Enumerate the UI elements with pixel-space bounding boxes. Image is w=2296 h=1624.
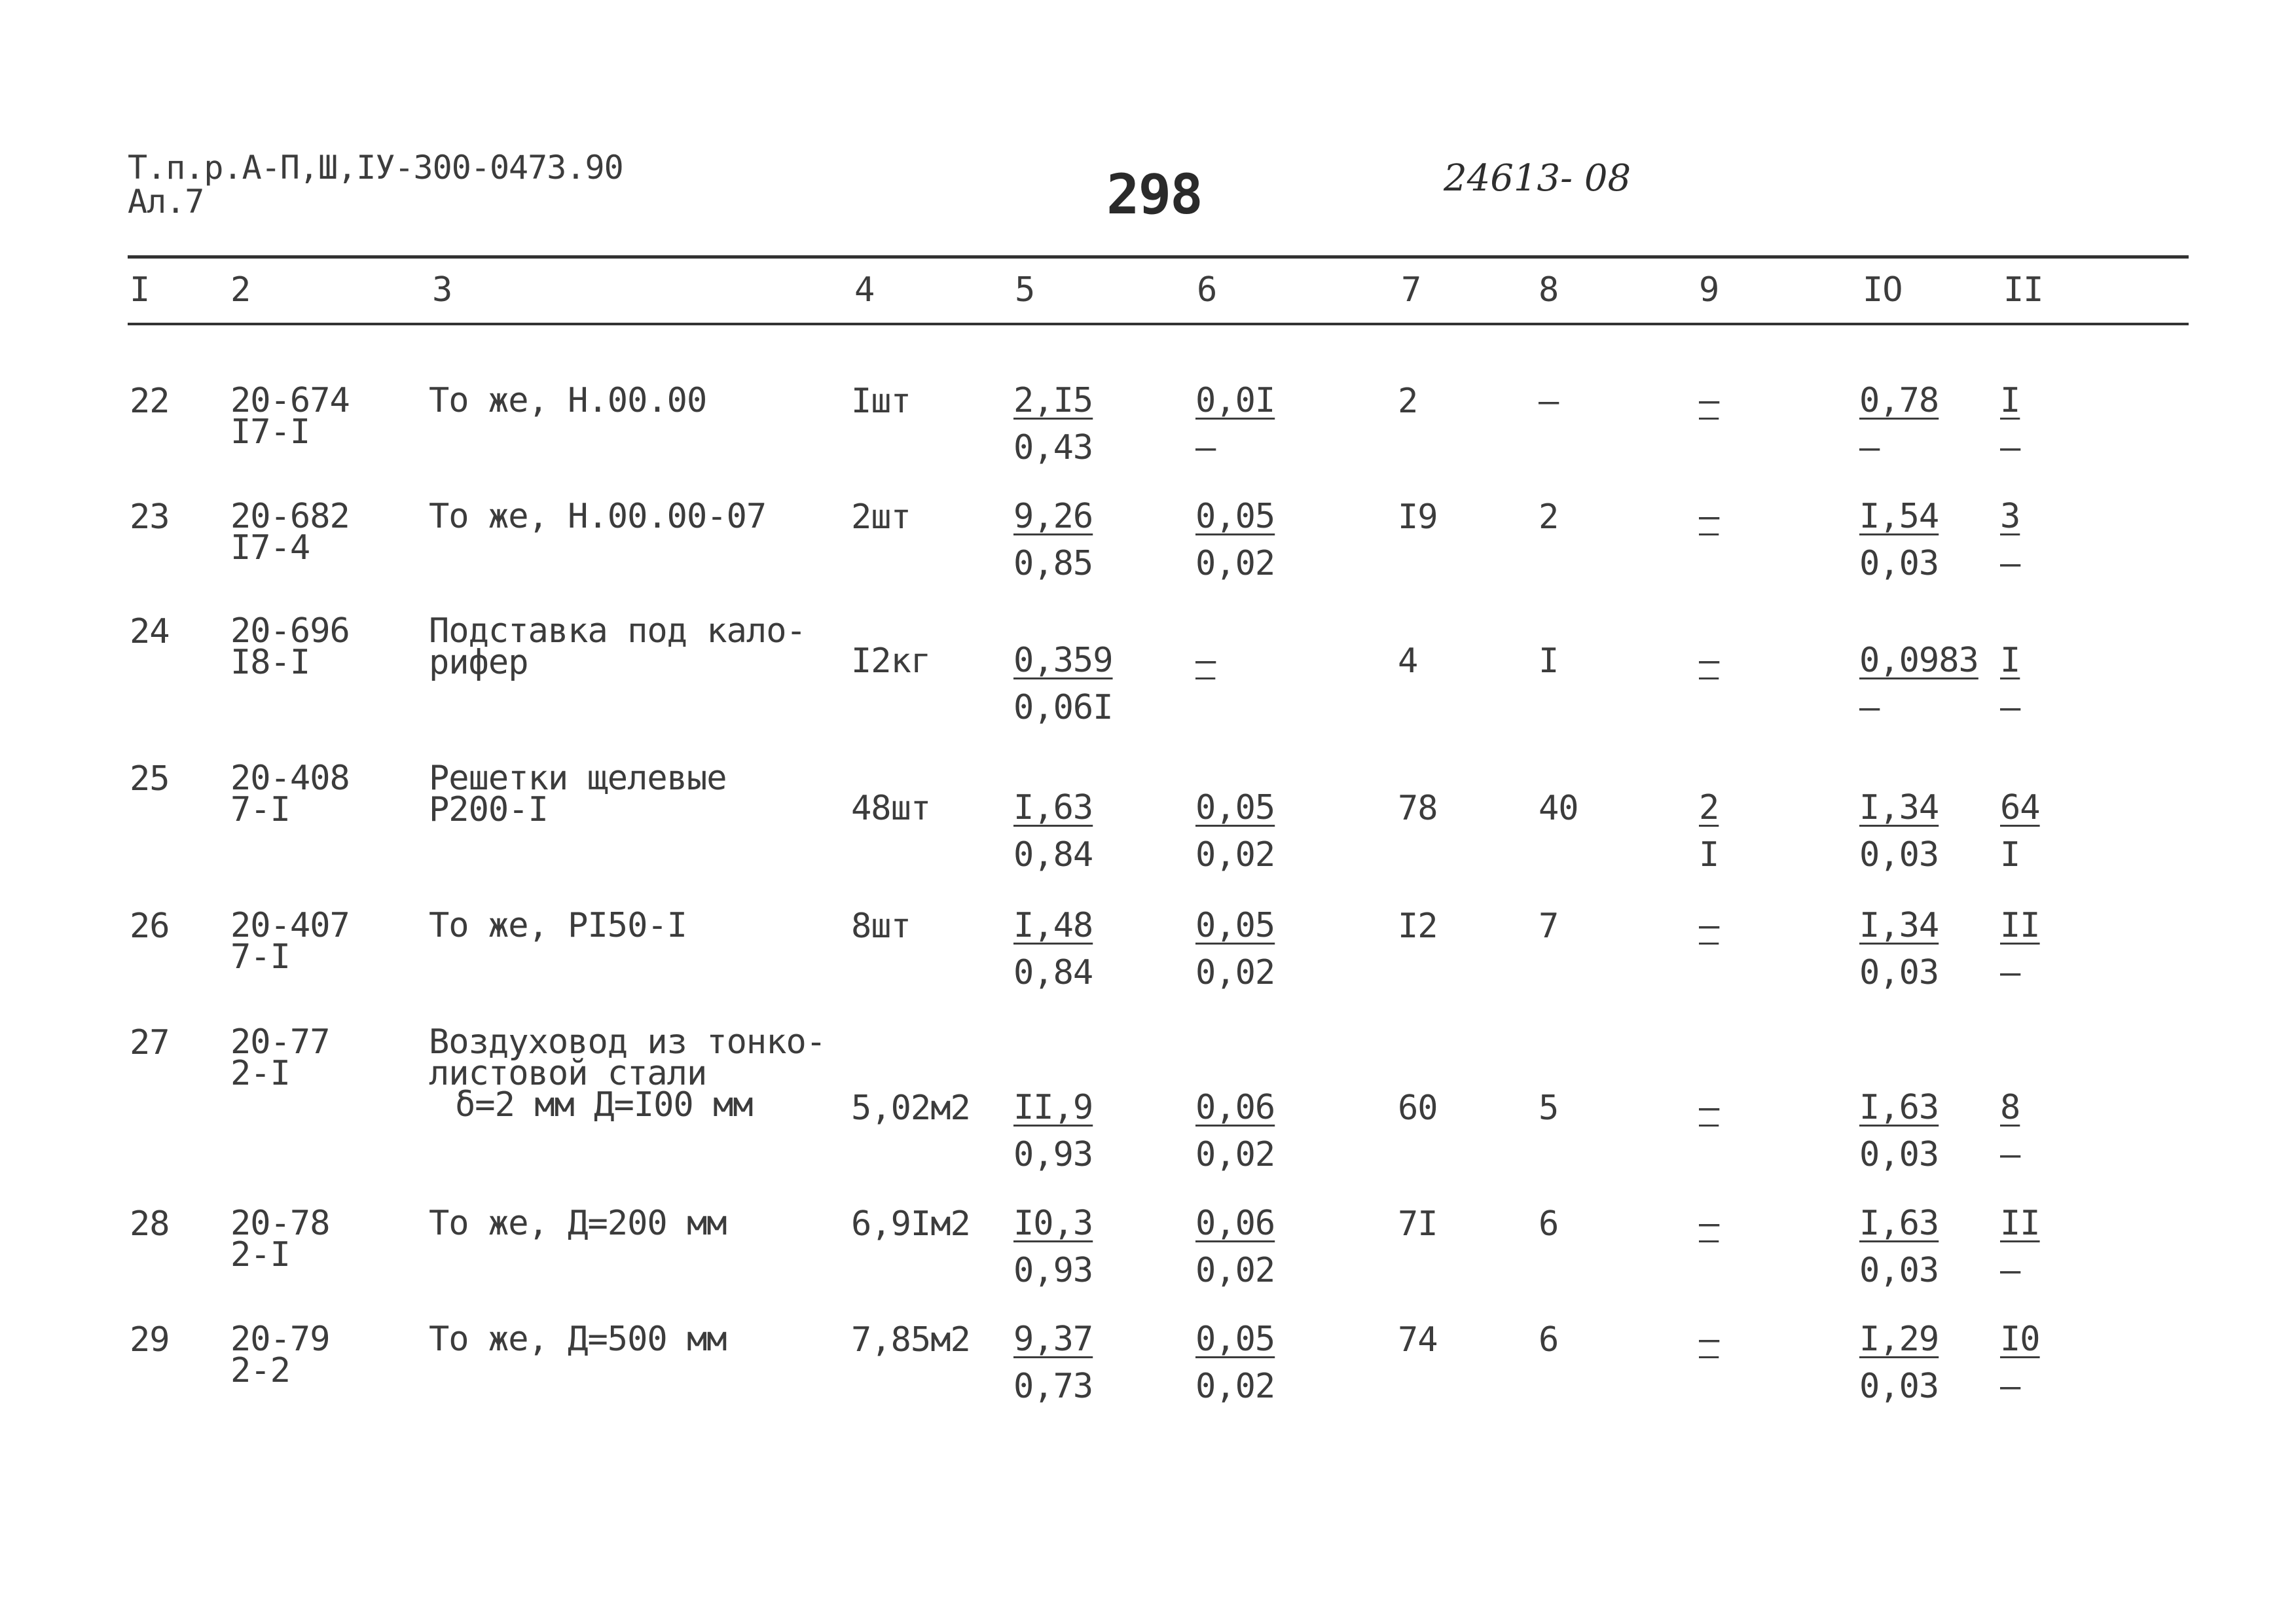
col5-value: [1013, 1316, 1093, 1410]
col5-value: [1013, 1200, 1093, 1294]
col9-value-numerator: –: [1699, 497, 1719, 536]
col9-value: [1699, 493, 1719, 540]
col6-value-numerator: 0,06: [1195, 1088, 1275, 1127]
column-header: I: [130, 270, 150, 310]
col7-value: 2: [1398, 382, 1418, 421]
col5-value-denominator: 0,84: [1013, 953, 1093, 992]
col5-value-denominator: 0,93: [1013, 1251, 1093, 1290]
item-name-line: То же, Д=500 мм: [429, 1320, 727, 1359]
col10-value: [1859, 637, 1978, 731]
norm-code-line: 20-79: [230, 1320, 330, 1359]
col11-value-denominator: –: [2000, 544, 2020, 583]
row-number: 26: [130, 907, 170, 946]
norm-code-line: 20-408: [230, 759, 350, 798]
col9-value: [1699, 1084, 1719, 1131]
col6-value: [1195, 493, 1275, 587]
col5-value-denominator: 0,06I: [1013, 688, 1113, 727]
col11-value: [2000, 493, 2020, 587]
col10-value: [1859, 1200, 1939, 1294]
col9-value-numerator: –: [1699, 1320, 1719, 1359]
row-number: 23: [130, 497, 170, 537]
col7-value: I2: [1398, 907, 1438, 946]
col11-value-numerator: I: [2000, 381, 2020, 420]
col8-value: I: [1539, 641, 1559, 681]
col11-value-denominator: –: [2000, 688, 2020, 727]
col11-value-numerator: 3: [2000, 497, 2020, 536]
column-header: IO: [1863, 270, 1903, 310]
norm-code-line: 20-674: [230, 381, 350, 420]
column-header: 6: [1197, 270, 1217, 310]
table-top-rule: [128, 255, 2189, 259]
quantity: 8шт: [851, 907, 911, 946]
col6-value: [1195, 902, 1275, 996]
norm-code-line: 20-407: [230, 906, 350, 945]
col11-value: [2000, 902, 2040, 996]
col10-value-numerator: I,29: [1859, 1320, 1939, 1359]
item-name-line: δ=2 мм Д=I00 мм: [455, 1085, 753, 1125]
quantity: 48шт: [851, 789, 931, 828]
col11-value: [2000, 784, 2040, 878]
col11-value-denominator: –: [2000, 1251, 2020, 1290]
col9-value-numerator: –: [1699, 1204, 1719, 1243]
row-number: 28: [130, 1204, 170, 1244]
col11-value-denominator: –: [2000, 428, 2020, 467]
norm-code: [230, 381, 350, 452]
col5-value-numerator: I0,3: [1013, 1204, 1093, 1243]
col6-value-numerator: 0,0I: [1195, 381, 1275, 420]
col11-value-numerator: I: [2000, 641, 2020, 680]
col6-value: [1195, 377, 1275, 471]
row-number: 24: [130, 612, 170, 651]
column-header: 8: [1539, 270, 1559, 310]
item-name: [429, 1204, 727, 1243]
col11-value-numerator: II: [2000, 1204, 2040, 1243]
col10-value: [1859, 1084, 1939, 1178]
col6-value: [1195, 1084, 1275, 1178]
table-header-rule: [128, 323, 2189, 325]
item-name-line: То же, Д=200 мм: [429, 1204, 727, 1243]
col7-value: 60: [1398, 1089, 1438, 1128]
row-number: 29: [130, 1320, 170, 1360]
col10-value-denominator: 0,03: [1859, 835, 1939, 875]
col10-value-numerator: I,34: [1859, 788, 1939, 827]
col6-value-numerator: –: [1195, 641, 1216, 680]
col11-value-numerator: II: [2000, 906, 2040, 945]
item-name-line: Воздуховод из тонко-: [429, 1022, 826, 1062]
norm-code-line: 2-I: [230, 1054, 290, 1093]
col10-value: [1859, 1316, 1939, 1410]
col8-value: 6: [1539, 1204, 1559, 1244]
item-name-line: То же, РI50-I: [429, 906, 687, 945]
norm-code: [230, 759, 350, 829]
item-name: [429, 1320, 727, 1359]
col6-value: [1195, 1200, 1275, 1294]
col10-value-denominator: 0,03: [1859, 1367, 1939, 1406]
col6-value-denominator: –: [1195, 428, 1216, 467]
document-code-line2: Ал.7: [128, 183, 204, 221]
col9-value-numerator: –: [1699, 906, 1719, 945]
col5-value-denominator: 0,43: [1013, 428, 1093, 467]
col5-value-denominator: 0,84: [1013, 835, 1093, 875]
item-name-line: Подставка под кало-: [429, 611, 806, 651]
col9-value: [1699, 784, 1719, 878]
column-header: 7: [1401, 270, 1421, 310]
col10-value-denominator: 0,03: [1859, 953, 1939, 992]
column-header: 2: [230, 270, 251, 310]
document-code-line1: Т.п.р.А-П,Ш,IУ-300-0473.90: [128, 149, 623, 187]
col11-value-denominator: –: [2000, 1367, 2020, 1406]
column-header: 9: [1699, 270, 1719, 310]
col11-value-numerator: 64: [2000, 788, 2040, 827]
norm-code-line: 2-I: [230, 1235, 290, 1274]
norm-code-line: 7-I: [230, 937, 290, 977]
quantity: Iшт: [851, 382, 911, 421]
col7-value: I9: [1398, 497, 1438, 537]
item-name-line: рифер: [429, 643, 528, 682]
col11-value-denominator: I: [2000, 835, 2020, 875]
col5-value-numerator: I,48: [1013, 906, 1093, 945]
quantity: 6,9Iм2: [851, 1204, 970, 1244]
norm-code-line: 20-696: [230, 611, 350, 651]
col6-value-denominator: 0,02: [1195, 1135, 1275, 1174]
item-name: [429, 611, 806, 682]
row-number: 22: [130, 382, 170, 421]
col10-value: [1859, 493, 1939, 587]
item-name-line: Решетки щелевые: [429, 759, 727, 798]
col10-value-denominator: 0,03: [1859, 1135, 1939, 1174]
col8-value: 5: [1539, 1089, 1559, 1128]
col7-value: 7I: [1398, 1204, 1438, 1244]
row-number: 25: [130, 759, 170, 799]
column-header: 5: [1015, 270, 1035, 310]
col10-value-numerator: I,54: [1859, 497, 1939, 536]
item-name: [429, 906, 687, 945]
column-header: 3: [432, 270, 452, 310]
col11-value: [2000, 1200, 2040, 1294]
col9-value: [1699, 902, 1719, 949]
col6-value-numerator: 0,05: [1195, 906, 1275, 945]
item-name: [429, 1022, 826, 1125]
norm-code-line: I7-4: [230, 528, 310, 568]
col6-value-numerator: 0,06: [1195, 1204, 1275, 1243]
col8-value: 2: [1539, 497, 1559, 537]
col10-value-denominator: –: [1859, 428, 1880, 467]
col5-value: [1013, 377, 1093, 471]
norm-code: [230, 497, 350, 568]
norm-code-line: I8-I: [230, 643, 310, 682]
col10-value-denominator: 0,03: [1859, 544, 1939, 583]
col11-value: [2000, 1316, 2040, 1410]
item-name-line: листовой стали: [429, 1054, 707, 1093]
col6-value-denominator: 0,02: [1195, 1251, 1275, 1290]
col10-value: [1859, 902, 1939, 996]
norm-code-line: 20-682: [230, 497, 350, 536]
col7-value: 4: [1398, 641, 1418, 681]
col11-value-denominator: –: [2000, 953, 2020, 992]
col5-value: [1013, 902, 1093, 996]
col6-value-denominator: 0,02: [1195, 1367, 1275, 1406]
col11-value-denominator: –: [2000, 1135, 2020, 1174]
document-code: [128, 151, 623, 219]
col10-value-numerator: I,34: [1859, 906, 1939, 945]
col5-value-denominator: 0,85: [1013, 544, 1093, 583]
col10-value: [1859, 377, 1939, 471]
col9-value-numerator: –: [1699, 1088, 1719, 1127]
col9-value-denominator: I: [1699, 835, 1719, 875]
col5-value-numerator: 2,I5: [1013, 381, 1093, 420]
col5-value-numerator: 9,37: [1013, 1320, 1093, 1359]
item-name-line: То же, Н.00.00: [429, 381, 707, 420]
col5-value-numerator: II,9: [1013, 1088, 1093, 1127]
page-number: 298: [1106, 162, 1202, 226]
quantity: 7,85м2: [851, 1320, 970, 1360]
col11-value-numerator: I0: [2000, 1320, 2040, 1359]
col5-value: [1013, 1084, 1093, 1178]
col6-value: [1195, 637, 1215, 684]
col5-value: [1013, 784, 1093, 878]
col10-value-numerator: 0,0983: [1859, 641, 1978, 680]
row-number: 27: [130, 1023, 170, 1062]
quantity: 5,02м2: [851, 1089, 970, 1128]
col11-value: [2000, 637, 2020, 731]
col9-value-numerator: –: [1699, 381, 1719, 420]
col11-value: [2000, 1084, 2020, 1178]
col8-value: 40: [1539, 789, 1578, 828]
col6-value-denominator: 0,02: [1195, 835, 1275, 875]
col9-value: [1699, 1316, 1719, 1363]
norm-code-line: 20-78: [230, 1204, 330, 1243]
norm-code-line: 7-I: [230, 790, 290, 829]
col6-value: [1195, 1316, 1275, 1410]
col7-value: 78: [1398, 789, 1438, 828]
item-name-line: То же, Н.00.00-07: [429, 497, 767, 536]
norm-code: [230, 611, 350, 682]
col11-value: [2000, 377, 2020, 471]
col10-value: [1859, 784, 1939, 878]
norm-code-line: I7-I: [230, 412, 310, 452]
quantity: I2кг: [851, 641, 931, 681]
item-name: [429, 759, 727, 829]
col8-value: 6: [1539, 1320, 1559, 1360]
column-header: 4: [854, 270, 875, 310]
col11-value-numerator: 8: [2000, 1088, 2020, 1127]
col10-value-numerator: I,63: [1859, 1204, 1939, 1243]
col7-value: 74: [1398, 1320, 1438, 1360]
col10-value-denominator: –: [1859, 688, 1880, 727]
col10-value-denominator: 0,03: [1859, 1251, 1939, 1290]
quantity: 2шт: [851, 497, 911, 537]
col10-value-numerator: 0,78: [1859, 381, 1939, 420]
norm-code: [230, 1022, 330, 1093]
col9-value-numerator: 2: [1699, 788, 1719, 827]
col5-value-denominator: 0,73: [1013, 1367, 1093, 1406]
handwritten-code: 24613- 08: [1444, 157, 1631, 200]
col5-value-numerator: 0,359: [1013, 641, 1113, 680]
norm-code: [230, 1204, 330, 1274]
col6-value-denominator: 0,02: [1195, 544, 1275, 583]
col5-value-denominator: 0,93: [1013, 1135, 1093, 1174]
col5-value-numerator: I,63: [1013, 788, 1093, 827]
col9-value: [1699, 1200, 1719, 1247]
col6-value-numerator: 0,05: [1195, 497, 1275, 536]
col9-value: [1699, 637, 1719, 684]
norm-code-line: 20-77: [230, 1022, 330, 1062]
col6-value-numerator: 0,05: [1195, 1320, 1275, 1359]
col5-value: [1013, 493, 1093, 587]
norm-code-line: 2-2: [230, 1351, 290, 1390]
col5-value-numerator: 9,26: [1013, 497, 1093, 536]
col8-value: 7: [1539, 907, 1559, 946]
item-name-line: Р200-I: [429, 790, 548, 829]
col5-value: [1013, 637, 1113, 731]
column-header: II: [2003, 270, 2043, 310]
col8-value: –: [1539, 382, 1559, 421]
item-name: [429, 381, 707, 420]
item-name: [429, 497, 767, 536]
col6-value: [1195, 784, 1275, 878]
col9-value: [1699, 377, 1719, 424]
col9-value-numerator: –: [1699, 641, 1719, 680]
norm-code: [230, 906, 350, 977]
col6-value-denominator: 0,02: [1195, 953, 1275, 992]
norm-code: [230, 1320, 330, 1390]
col10-value-numerator: I,63: [1859, 1088, 1939, 1127]
col6-value-numerator: 0,05: [1195, 788, 1275, 827]
